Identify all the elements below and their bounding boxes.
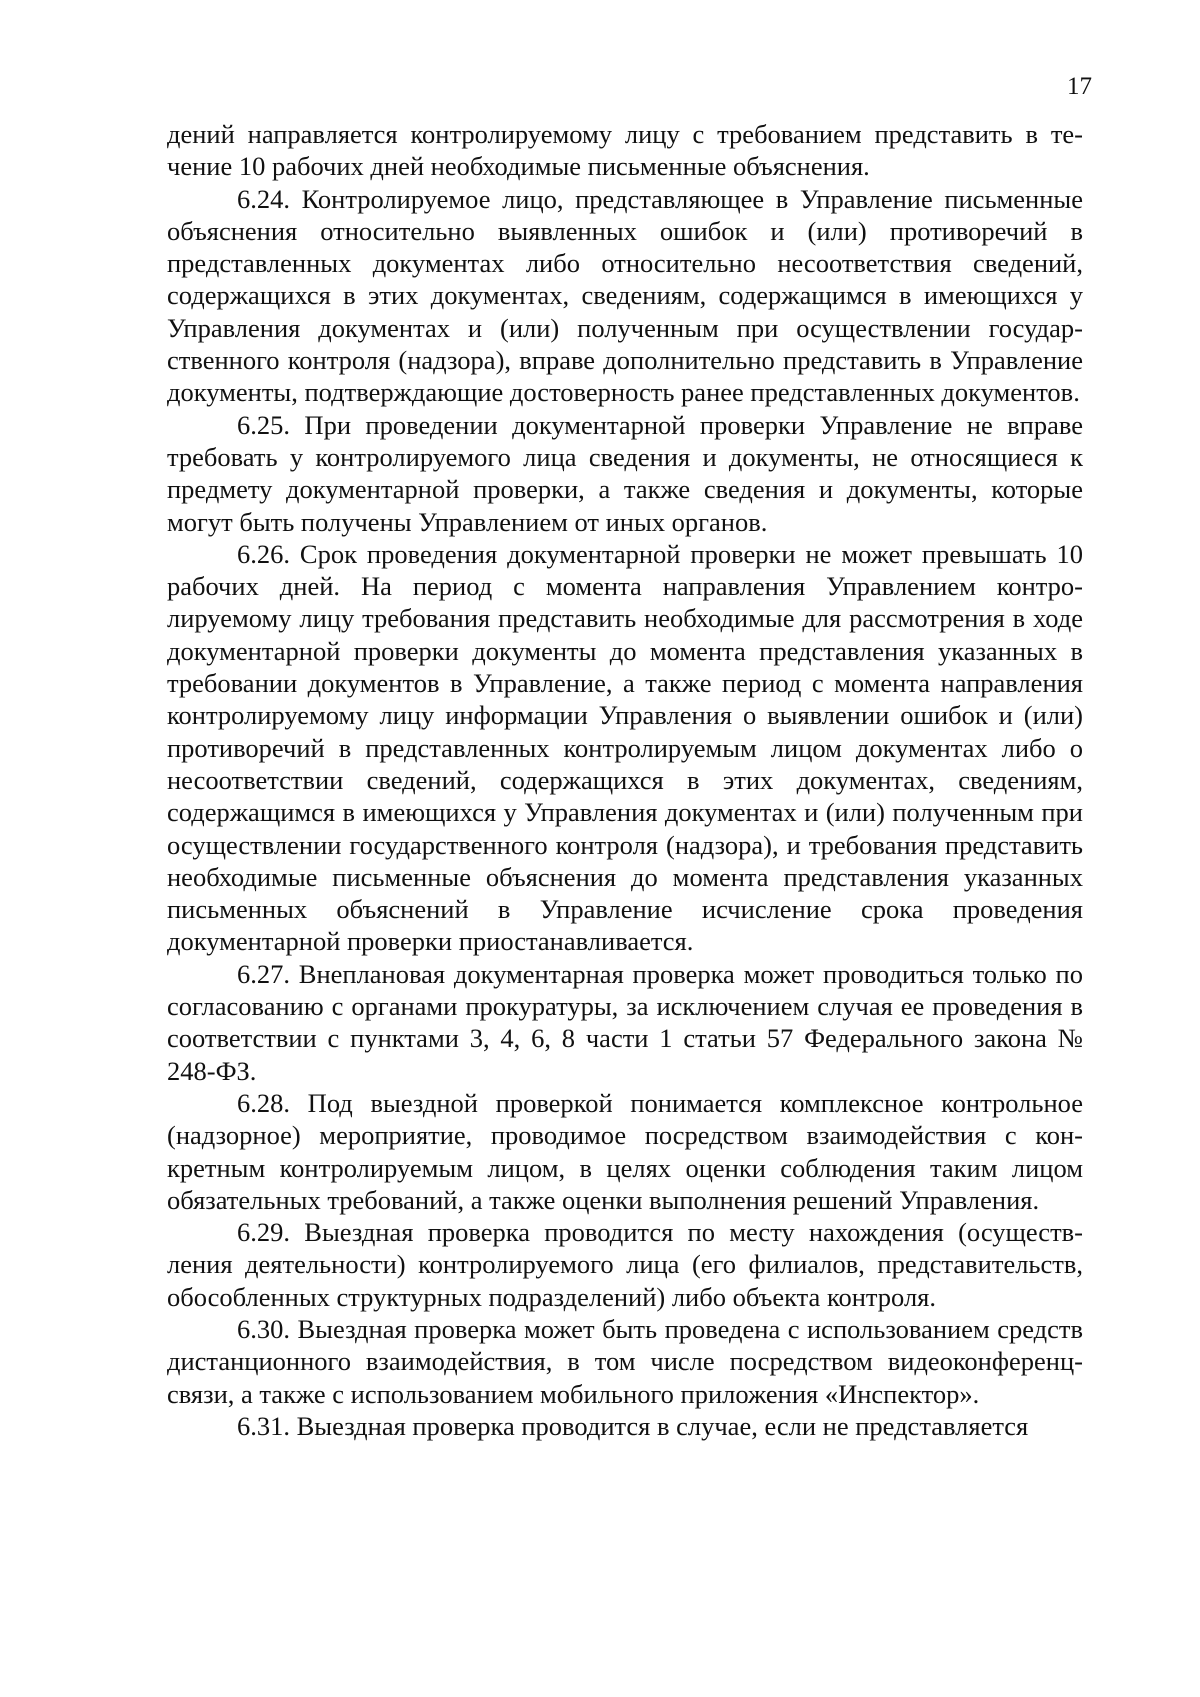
paragraph-continuation: дений направляется контролируемому лицу с требованием представить в течение 10 рабочих дней необходимые письменные объяснения. — [167, 119, 1083, 182]
paragraph-6-30: 6.30. Выездная проверка может быть проведена с использованием средств дистанционного взаимодействия, в том числе посредством видеоконференц-связи, а также с использованием мобильного приложения «Инспектор». — [167, 1313, 1083, 1409]
paragraph-6-24: 6.24. Контролируемое лицо, представляющее в Управление письменные объяснения относительно выявленных ошибок и (или) противоречий в представленных документах либо относительно несоответствия сведений, содержащихся в этих документах, сведениям, содержащимся в имеющихся у Управления документах и (или) полученным при осуществлении государственного контроля (надзора), вправе дополнительно представить в Управление документы, подтверждающие достоверность ранее представленных документов. — [167, 183, 1083, 408]
paragraph-6-27: 6.27. Внеплановая документарная проверка может проводиться только по согласованию с органами прокуратуры, за исключением случая ее проведения в соответствии с пунктами 3, 4, 6, 8 части 1 статьи 57 Федерального закона № 248-ФЗ. — [167, 958, 1083, 1086]
page-number: 17 — [1067, 73, 1092, 100]
paragraph-6-31: 6.31. Выездная проверка проводится в случае, если не представляется — [237, 1410, 1029, 1441]
paragraph-6-25: 6.25. При проведении документарной проверки Управление не вправе требовать у контролируемого лица сведения и документы, не относящиеся к предмету документарной проверки, а также сведения и документы, которые могут быть получены Управлением от иных органов. — [167, 409, 1083, 537]
document-body — [167, 118, 1083, 1442]
paragraph-6-26: 6.26. Срок проведения документарной проверки не может превышать 10 рабочих дней. На период с момента направления Управлением контролируемому лицу требования представить необходимые для рассмотрения в ходе документарной проверки документы до момента представления указанных в требовании документов в Управление, а также период с момента направления контролируемому лицу информации Управления о выявлении ошибок и (или) противоречий в представленных контролируемым лицом документах либо о несоответствии сведений, содержащихся в этих документах, сведениям, содержащимся в имеющихся у Управления документах и (или) полученным при осуществлении государственного контроля (надзора), и требования представить необходимые письменные объяснения до момента представления указанных письменных объяснений в Управление исчисление срока проведения документарной проверки приостанавливается. — [167, 538, 1083, 957]
paragraph-6-28: 6.28. Под выездной проверкой понимается комплексное контрольное (надзорное) мероприятие, проводимое посредством взаимодействия с конкретным контролируемым лицом, в целях оценки соблюдения таким лицом обязательных требований, а также оценки выполнения решений Управления. — [167, 1087, 1083, 1215]
paragraph-6-29: 6.29. Выездная проверка проводится по месту нахождения (осуществления деятельности) контролируемого лица (его филиалов, представительств, обособленных структурных подразделений) либо объекта контроля. — [167, 1217, 1083, 1312]
